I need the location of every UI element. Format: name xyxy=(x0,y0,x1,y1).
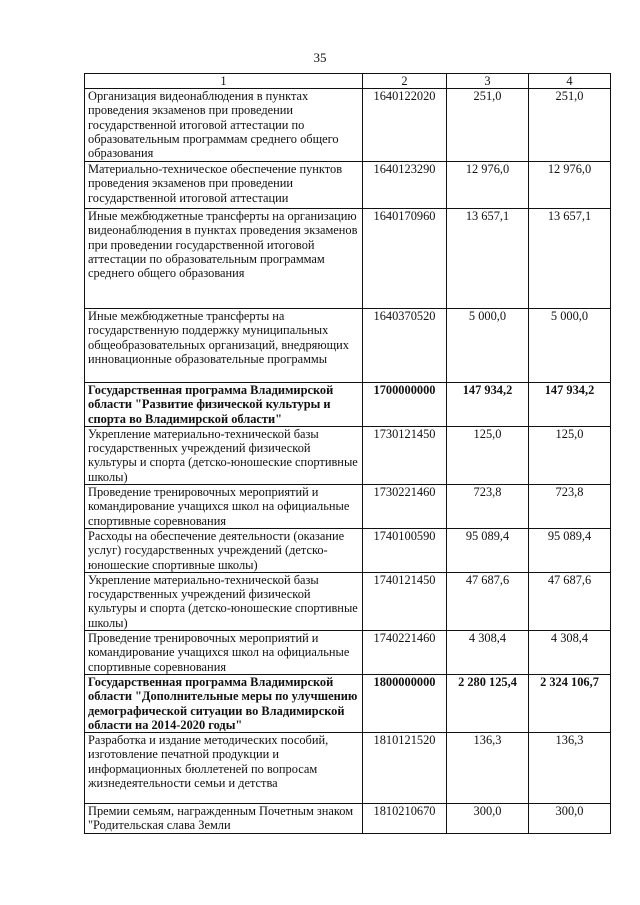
row-code-cell: 1640370520 xyxy=(363,309,447,383)
row-value-2019-cell: 12 976,0 xyxy=(529,162,611,209)
row-name-cell: Иные межбюджетные трансферты на государственную поддержку муниципальных общеобразовательных организаций, внедряющих инновационные образовательные программы xyxy=(85,309,363,383)
row-name-cell: Расходы на обеспечение деятельности (оказание услуг) государственных учреждений (детско-юношеские спортивные школы) xyxy=(85,528,363,572)
row-value-2018-cell: 723,8 xyxy=(447,485,529,529)
row-code-cell: 1730221460 xyxy=(363,485,447,529)
row-value-2018-cell: 95 089,4 xyxy=(447,528,529,572)
header-col-4: 4 xyxy=(529,74,611,89)
row-value-2019-cell: 2 324 106,7 xyxy=(529,674,611,732)
row-code-cell: 1810121520 xyxy=(363,733,447,804)
row-value-2018-cell: 251,0 xyxy=(447,89,529,162)
row-name-cell: Проведение тренировочных мероприятий и командирование учащихся школ на официальные спортивные соревнования xyxy=(85,631,363,675)
header-row xyxy=(85,74,611,89)
row-value-2019-cell: 723,8 xyxy=(529,485,611,529)
row-code-cell: 1640123290 xyxy=(363,162,447,209)
table-row xyxy=(85,209,611,309)
row-code-cell: 1640170960 xyxy=(363,209,447,309)
row-name-cell: Иные межбюджетные трансферты на организацию видеонаблюдения в пунктах проведения экзаменов при проведении государственной итоговой аттестации по образовательным программам среднего общего образования xyxy=(85,209,363,309)
row-code-cell: 1700000000 xyxy=(363,383,447,427)
table-row xyxy=(85,572,611,630)
row-value-2018-cell: 136,3 xyxy=(447,733,529,804)
row-value-2018-cell: 125,0 xyxy=(447,426,529,484)
table-row xyxy=(85,528,611,572)
header-col-1: 1 xyxy=(85,74,363,89)
row-name-cell: Проведение тренировочных мероприятий и командирование учащихся школ на официальные спортивные соревнования xyxy=(85,485,363,529)
row-value-2019-cell: 251,0 xyxy=(529,89,611,162)
row-value-2019-cell: 300,0 xyxy=(529,804,611,834)
row-name-cell: Государственная программа Владимирской области "Дополнительные меры по улучшению демографической ситуации во Владимирской области на 2014-2020 годы" xyxy=(85,674,363,732)
row-value-2019-cell: 13 657,1 xyxy=(529,209,611,309)
row-name-cell: Укрепление материально-технической базы государственных учреждений физической культуры и спорта (детско-юношеские спортивные школы) xyxy=(85,572,363,630)
row-value-2018-cell: 47 687,6 xyxy=(447,572,529,630)
table-row xyxy=(85,309,611,383)
row-name-cell: Государственная программа Владимирской области "Развитие физической культуры и спорта во Владимирской области" xyxy=(85,383,363,427)
row-name-cell: Организация видеонаблюдения в пунктах проведения экзаменов при проведении государственной итоговой аттестации по образовательным программам среднего общего образования xyxy=(85,89,363,162)
row-code-cell: 1740221460 xyxy=(363,631,447,675)
row-value-2019-cell: 4 308,4 xyxy=(529,631,611,675)
row-value-2019-cell: 95 089,4 xyxy=(529,528,611,572)
row-value-2019-cell: 147 934,2 xyxy=(529,383,611,427)
row-code-cell: 1810210670 xyxy=(363,804,447,834)
row-value-2018-cell: 147 934,2 xyxy=(447,383,529,427)
row-name-cell: Материально-техническое обеспечение пунктов проведения экзаменов при проведении государственной итоговой аттестации xyxy=(85,162,363,209)
row-name-cell: Премии семьям, награжденным Почетным знаком "Родительская слава Земли xyxy=(85,804,363,834)
row-value-2019-cell: 5 000,0 xyxy=(529,309,611,383)
row-value-2018-cell: 13 657,1 xyxy=(447,209,529,309)
table-row xyxy=(85,485,611,529)
header-col-2: 2 xyxy=(363,74,447,89)
table-row xyxy=(85,426,611,484)
row-value-2018-cell: 2 280 125,4 xyxy=(447,674,529,732)
row-name-cell: Укрепление материально-технической базы государственных учреждений физической культуры и спорта (детско-юношеские спортивные школы) xyxy=(85,426,363,484)
table-row xyxy=(85,631,611,675)
row-code-cell: 1800000000 xyxy=(363,674,447,732)
row-value-2019-cell: 136,3 xyxy=(529,733,611,804)
budget-table xyxy=(84,73,611,834)
row-code-cell: 1640122020 xyxy=(363,89,447,162)
row-value-2018-cell: 5 000,0 xyxy=(447,309,529,383)
row-code-cell: 1740100590 xyxy=(363,528,447,572)
row-value-2018-cell: 4 308,4 xyxy=(447,631,529,675)
table-row xyxy=(85,162,611,209)
row-value-2019-cell: 125,0 xyxy=(529,426,611,484)
table-row xyxy=(85,804,611,834)
table-row xyxy=(85,674,611,732)
table-row xyxy=(85,733,611,804)
table-row xyxy=(85,89,611,162)
page-number: 35 xyxy=(313,50,327,65)
header-col-3: 3 xyxy=(447,74,529,89)
row-value-2019-cell: 47 687,6 xyxy=(529,572,611,630)
row-code-cell: 1730121450 xyxy=(363,426,447,484)
row-name-cell: Разработка и издание методических пособий, изготовление печатной продукции и информационных бюллетеней по вопросам жизнедеятельности семьи и детства xyxy=(85,733,363,804)
row-value-2018-cell: 12 976,0 xyxy=(447,162,529,209)
table-row xyxy=(85,383,611,427)
row-value-2018-cell: 300,0 xyxy=(447,804,529,834)
row-code-cell: 1740121450 xyxy=(363,572,447,630)
